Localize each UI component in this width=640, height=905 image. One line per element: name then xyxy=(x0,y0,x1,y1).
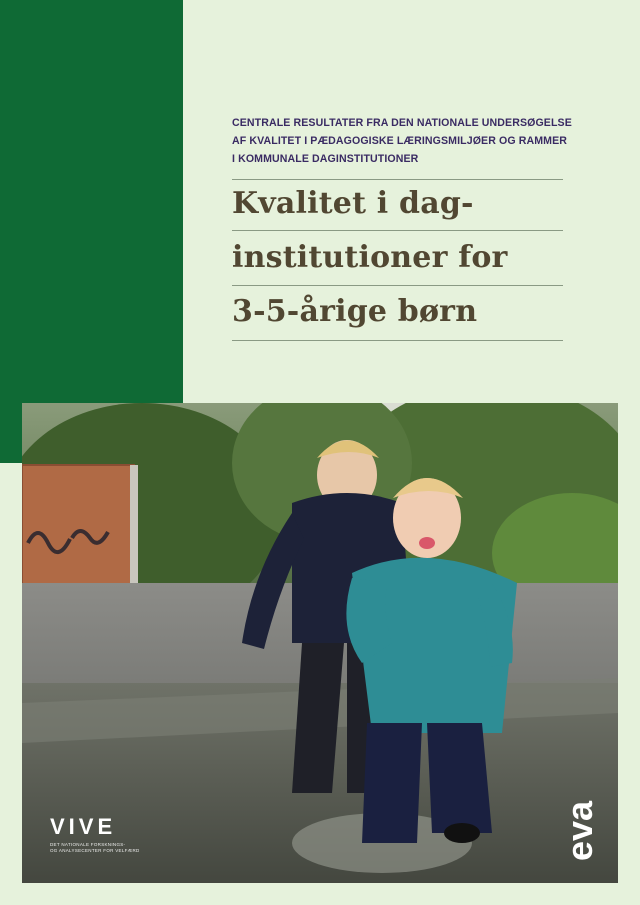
vive-logo xyxy=(50,816,140,854)
green-color-block xyxy=(0,0,183,463)
subtitle-line-3: I KOMMUNALE DAGINSTITUTIONER xyxy=(232,153,419,165)
title-line-2: institutioner for xyxy=(232,240,508,275)
divider-rule xyxy=(232,285,563,286)
cover-photo xyxy=(22,403,618,883)
vive-wordmark: VIVE xyxy=(50,814,117,839)
divider-rule xyxy=(232,340,563,341)
vive-tagline-line-1: DET NATIONALE FORSKNINGS- xyxy=(50,842,126,847)
title-line-3: 3-5-årige børn xyxy=(232,294,478,329)
vive-tagline-line-2: OG ANALYSECENTER FOR VELFÆRD xyxy=(50,848,140,853)
eva-wordmark: eva xyxy=(559,800,600,861)
title-line-1: Kvalitet i dag- xyxy=(232,186,474,221)
subtitle-line-2: AF KVALITET I PÆDAGOGISKE LÆRINGSMILJØER OG RAMMER xyxy=(232,135,567,147)
divider-rule xyxy=(232,230,563,231)
subtitle-line-1: CENTRALE RESULTATER FRA DEN NATIONALE UNDERSØGELSE xyxy=(232,117,572,129)
divider-rule xyxy=(232,179,563,180)
report-subtitle xyxy=(232,114,572,168)
vive-tagline xyxy=(50,842,140,854)
